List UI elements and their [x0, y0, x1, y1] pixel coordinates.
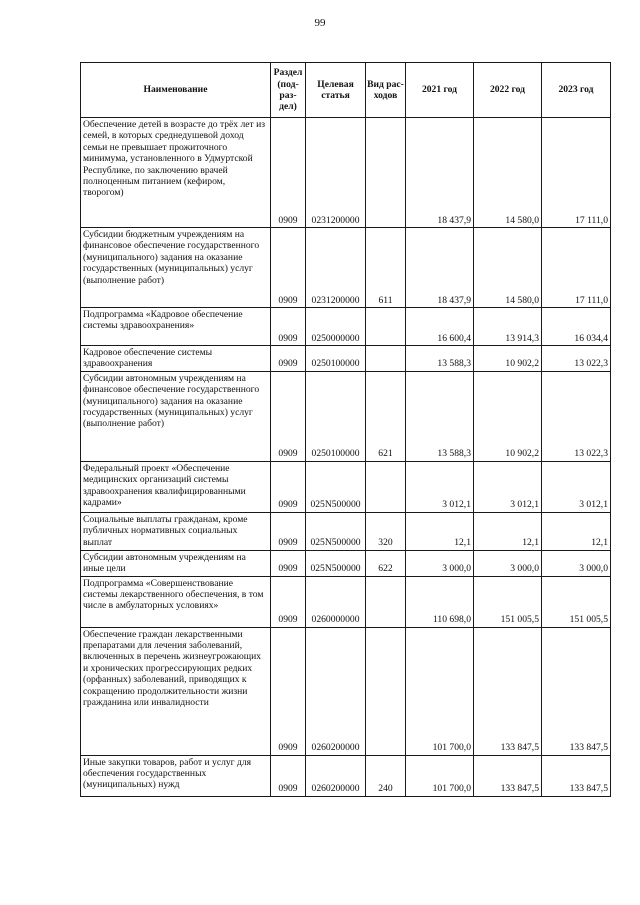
- row-2021: 13 588,3: [406, 371, 474, 461]
- row-2021: 16 600,4: [406, 308, 474, 346]
- row-2022: 12,1: [474, 512, 542, 550]
- row-section: 0909: [271, 118, 306, 228]
- row-2023: 17 111,0: [542, 228, 611, 308]
- header-expense: Вид рас-ходов: [366, 63, 406, 118]
- row-2021: 3 012,1: [406, 461, 474, 512]
- row-name: Подпрограмма «Совершенствование системы лекарственного обеспечения, в том числе в амбулаторных условиях»: [81, 576, 271, 627]
- row-name: Обеспечение граждан лекарственными препаратами для лечения заболеваний, включенных в перечень жизнеугрожающих и хронических прогрессирующих редких (орфанных) заболеваний, приводящих к сокращению продолжительности жизни гражданина или инвалидности: [81, 627, 271, 755]
- row-2021: 3 000,0: [406, 550, 474, 576]
- table-row: [81, 512, 611, 550]
- row-target: 0250100000: [306, 346, 366, 372]
- row-section: 0909: [271, 550, 306, 576]
- row-target: 025N500000: [306, 512, 366, 550]
- row-name: Субсидии автономным учреждениям на финансовое обеспечение государственного (муниципального) задания на оказание государственных (муниципальных) услуг (выполнение работ): [81, 371, 271, 461]
- row-name: Иные закупки товаров, работ и услуг для обеспечения государственных (муниципальных) нужд: [81, 755, 271, 796]
- row-2023: 12,1: [542, 512, 611, 550]
- row-2022: 14 580,0: [474, 228, 542, 308]
- header-2021: 2021 год: [406, 63, 474, 118]
- row-section: 0909: [271, 308, 306, 346]
- row-2022: 3 012,1: [474, 461, 542, 512]
- table-row: [81, 627, 611, 755]
- row-2022: 151 005,5: [474, 576, 542, 627]
- row-expense: [366, 308, 406, 346]
- row-target: 0231200000: [306, 118, 366, 228]
- row-section: 0909: [271, 512, 306, 550]
- row-name: Кадровое обеспечение системы здравоохранения: [81, 346, 271, 372]
- row-target: 0260200000: [306, 627, 366, 755]
- row-2021: 101 700,0: [406, 755, 474, 796]
- page-number: 99: [314, 17, 326, 29]
- table-row: [81, 346, 611, 372]
- row-2022: 14 580,0: [474, 118, 542, 228]
- row-target: 0260000000: [306, 576, 366, 627]
- row-expense: [366, 346, 406, 372]
- row-2021: 13 588,3: [406, 346, 474, 372]
- row-2023: 133 847,5: [542, 755, 611, 796]
- row-section: 0909: [271, 755, 306, 796]
- table-row: [81, 308, 611, 346]
- row-name: Субсидии автономным учреждениям на иные цели: [81, 550, 271, 576]
- row-name: Обеспечение детей в возрасте до трёх лет из семей, в которых среднедушевой доход семьи не превышает прожиточного минимума, установленного в Удмуртской Республике, по заключению врачей полноценным питанием (кефиром, творогом): [81, 118, 271, 228]
- budget-table: [80, 62, 611, 797]
- row-2022: 133 847,5: [474, 755, 542, 796]
- header-name: Наименование: [81, 63, 271, 118]
- row-expense: [366, 118, 406, 228]
- row-2023: 3 000,0: [542, 550, 611, 576]
- row-target: 0250100000: [306, 371, 366, 461]
- table-row: [81, 550, 611, 576]
- row-expense: [366, 461, 406, 512]
- row-2023: 13 022,3: [542, 371, 611, 461]
- row-target: 025N500000: [306, 461, 366, 512]
- row-2023: 17 111,0: [542, 118, 611, 228]
- table-row: [81, 118, 611, 228]
- row-2023: 151 005,5: [542, 576, 611, 627]
- row-2022: 10 902,2: [474, 346, 542, 372]
- row-target: 0231200000: [306, 228, 366, 308]
- row-2023: 133 847,5: [542, 627, 611, 755]
- row-expense: 320: [366, 512, 406, 550]
- row-section: 0909: [271, 576, 306, 627]
- table-row: [81, 755, 611, 796]
- row-2022: 133 847,5: [474, 627, 542, 755]
- row-2021: 110 698,0: [406, 576, 474, 627]
- table-row: [81, 461, 611, 512]
- row-expense: [366, 576, 406, 627]
- row-2021: 12,1: [406, 512, 474, 550]
- row-expense: [366, 627, 406, 755]
- row-target: 025N500000: [306, 550, 366, 576]
- row-section: 0909: [271, 346, 306, 372]
- header-2023: 2023 год: [542, 63, 611, 118]
- header-target: Целевая статья: [306, 63, 366, 118]
- row-2023: 16 034,4: [542, 308, 611, 346]
- row-section: 0909: [271, 228, 306, 308]
- header-2022: 2022 год: [474, 63, 542, 118]
- row-target: 0260200000: [306, 755, 366, 796]
- table-header-row: [81, 63, 611, 118]
- row-2023: 13 022,3: [542, 346, 611, 372]
- row-2021: 18 437,9: [406, 118, 474, 228]
- row-expense: 622: [366, 550, 406, 576]
- row-2023: 3 012,1: [542, 461, 611, 512]
- table-row: [81, 371, 611, 461]
- row-expense: 240: [366, 755, 406, 796]
- row-expense: 621: [366, 371, 406, 461]
- row-2021: 101 700,0: [406, 627, 474, 755]
- row-2022: 13 914,3: [474, 308, 542, 346]
- row-name: Подпрограмма «Кадровое обеспечение системы здравоохранения»: [81, 308, 271, 346]
- header-section: Раздел (под-раз-дел): [271, 63, 306, 118]
- row-section: 0909: [271, 371, 306, 461]
- row-2021: 18 437,9: [406, 228, 474, 308]
- row-name: Федеральный проект «Обеспечение медицинских организаций системы здравоохранения квалифицированными кадрами»: [81, 461, 271, 512]
- row-section: 0909: [271, 461, 306, 512]
- row-section: 0909: [271, 627, 306, 755]
- row-2022: 3 000,0: [474, 550, 542, 576]
- row-name: Социальные выплаты гражданам, кроме публичных нормативных социальных выплат: [81, 512, 271, 550]
- table-row: [81, 576, 611, 627]
- row-name: Субсидии бюджетным учреждениям на финансовое обеспечение государственного (муниципального) задания на оказание государственных (муниципальных) услуг (выполнение работ): [81, 228, 271, 308]
- table-row: [81, 228, 611, 308]
- row-2022: 10 902,2: [474, 371, 542, 461]
- row-target: 0250000000: [306, 308, 366, 346]
- row-expense: 611: [366, 228, 406, 308]
